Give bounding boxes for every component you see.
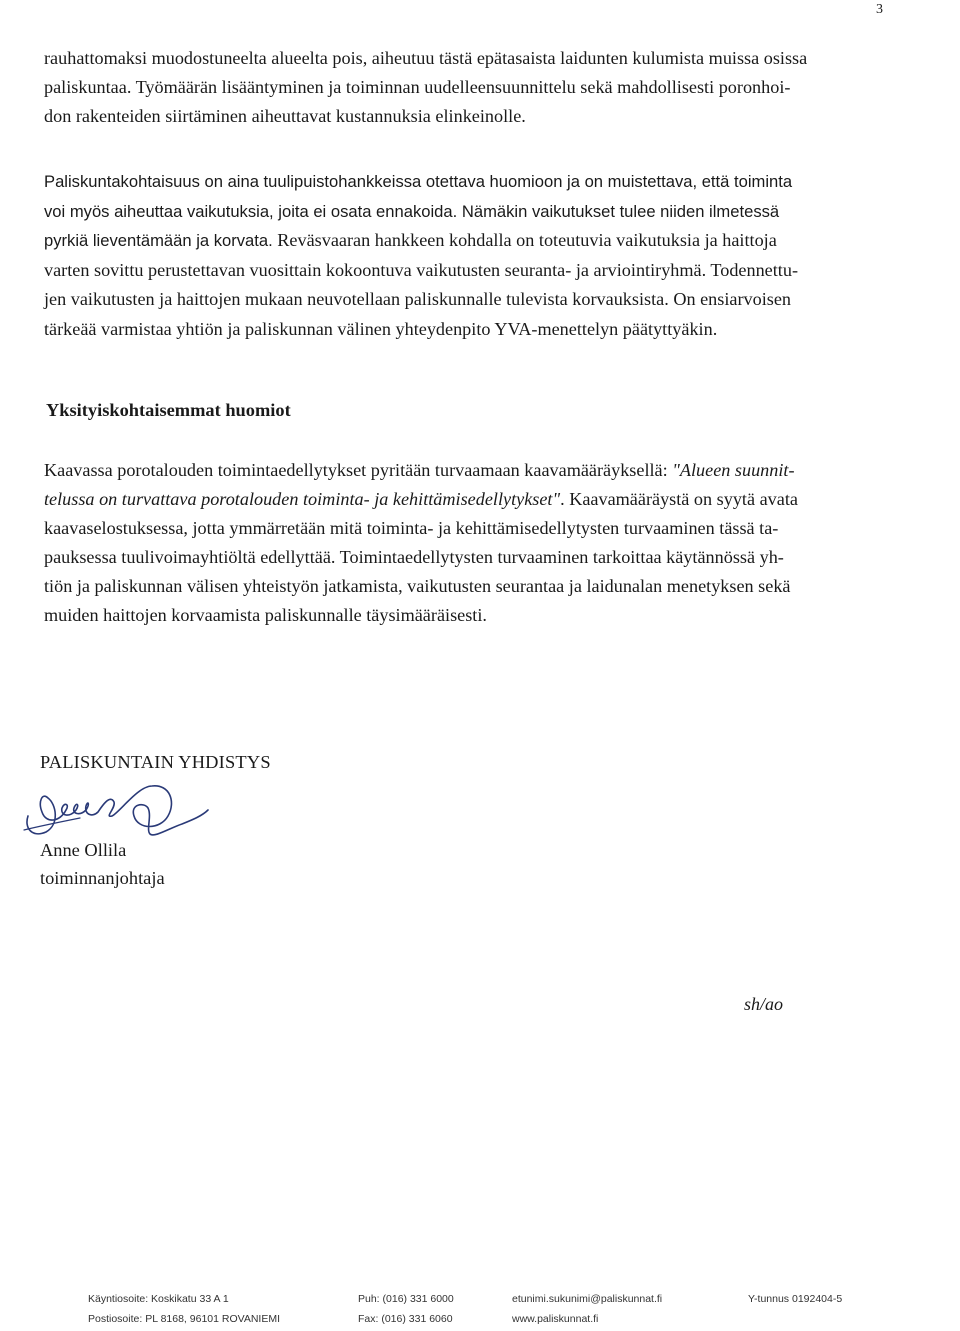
- paragraph-3-line: pauksessa tuulivoimayhtiöltä edellyttää. Toimintaedellytysten turvaaminen tarkoittaa käytännössä yh-: [44, 547, 784, 567]
- paragraph-2-line-end: Reväsvaaran hankkeen kohdalla on toteutuvia vaikutuksia ja haittoja: [272, 230, 777, 250]
- footer-contact: [512, 1289, 662, 1329]
- paragraph-2-line: jen vaikutusten ja haittojen mukaan neuvotellaan paliskunnalle tulevista korvauksista. On ensiarvoisen: [44, 289, 792, 309]
- business-id: Y-tunnus 0192404-5: [748, 1293, 843, 1305]
- paragraph-2-line: voi myös aiheuttaa vaikutuksia, joita ei osata ennakoida. Nämäkin vaikutukset tulee niiden ilmetessä: [44, 201, 780, 221]
- footer-business-id: [748, 1289, 842, 1309]
- phone-number: Puh: (016) 331 6000: [358, 1293, 454, 1305]
- organization-name: PALISKUNTAIN YHDISTYS: [40, 752, 271, 772]
- website-link[interactable]: www.paliskunnat.fi: [512, 1313, 599, 1325]
- visiting-address: Käyntiosoite: Koskikatu 33 A 1: [88, 1293, 229, 1305]
- page-number: 3: [876, 2, 883, 17]
- fax-number: Fax: (016) 331 6060: [358, 1313, 453, 1325]
- paragraph-2: [44, 167, 944, 344]
- paragraph-2-line-start: pyrkiä lieventämään ja korvata.: [44, 231, 273, 250]
- paragraph-1: [44, 44, 944, 131]
- signatory-title: toiminnanjohtaja: [40, 868, 165, 888]
- paragraph-3-line: [44, 485, 944, 514]
- quoted-regulation: "Alueen suunnit-: [672, 460, 795, 480]
- paragraph-3-text: . Kaavamääräystä on syytä avata: [560, 489, 798, 509]
- footer-phone-fax: [358, 1289, 454, 1329]
- paragraph-2-line: varten sovittu perustettavan vuosittain kokoontuva vaikutusten seuranta- ja arviointiryhmä. Todennettu-: [44, 259, 798, 280]
- paragraph-2-line: Paliskuntakohtaisuus on aina tuulipuistohankkeissa otettava huomioon ja on muistettava, että toiminta: [44, 172, 793, 191]
- email-address[interactable]: etunimi.sukunimi@paliskunnat.fi: [512, 1293, 663, 1305]
- typist-initials: sh/ao: [744, 994, 784, 1014]
- paragraph-3-line: [44, 456, 944, 485]
- paragraph-2-line: tärkeää varmistaa yhtiön ja paliskunnan välinen yhteydenpito YVA-menettelyn päätyttyäkin.: [44, 318, 718, 339]
- paragraph-1-line: rauhattomaksi muodostuneelta alueelta pois, aiheutuu tästä epätasaista laidunten kulumista muissa osissa: [44, 48, 808, 68]
- footer-addresses: [88, 1289, 280, 1329]
- paragraph-3-line: kaavaselostuksessa, jotta ymmärretään mitä toiminta- ja kehittämisedellytysten turvaaminen tässä ta-: [44, 518, 779, 538]
- paragraph-1-line: don rakenteiden siirtäminen aiheuttavat kustannuksia elinkeinolle.: [44, 106, 526, 126]
- paragraph-2-line: [44, 226, 944, 256]
- paragraph-3-line: muiden haittojen korvaamista paliskunnalle täysimääräisesti.: [44, 605, 487, 625]
- signatory-name: Anne Ollila: [40, 840, 127, 860]
- handwritten-signature: [20, 772, 220, 844]
- paragraph-3-text: Kaavassa porotalouden toimintaedellytykset pyritään turvaamaan kaavamääräyksellä:: [44, 460, 673, 480]
- quoted-regulation: telussa on turvattava porotalouden toiminta- ja kehittämisedellytykset": [44, 489, 561, 509]
- paragraph-1-line: paliskuntaa. Työmäärän lisääntyminen ja toiminnan uudelleensuunnittelu sekä mahdollisesti poronhoi-: [44, 77, 791, 97]
- postal-address: Postiosoite: PL 8168, 96101 ROVANIEMI: [88, 1313, 281, 1325]
- section-heading: Yksityiskohtaisemmat huomiot: [46, 400, 291, 420]
- paragraph-3: [44, 456, 944, 630]
- paragraph-3-line: tiön ja paliskunnan välisen yhteistyön jatkamista, vaikutusten seurantaa ja laidunalan menetyksen sekä: [44, 576, 791, 596]
